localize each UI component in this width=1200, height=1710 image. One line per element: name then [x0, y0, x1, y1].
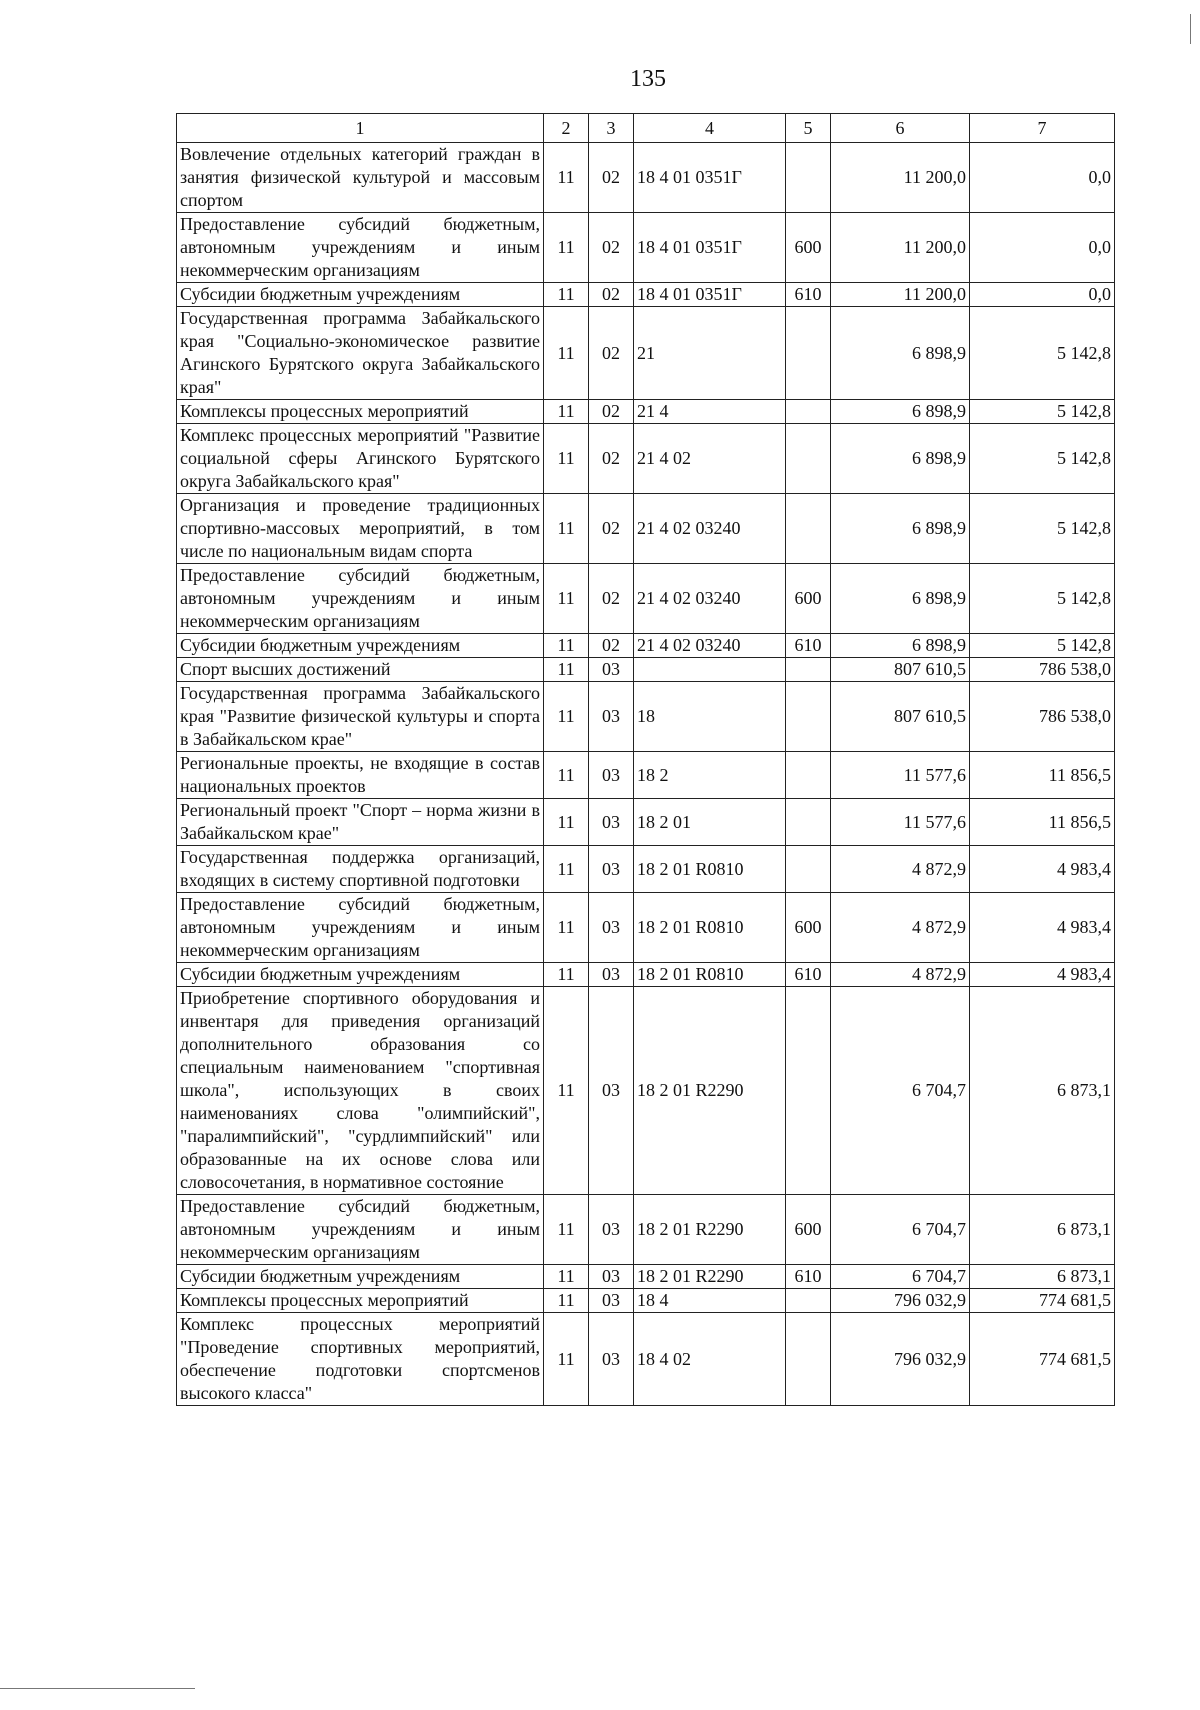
row-target-article: 18 4 [634, 1289, 786, 1313]
row-name: Субсидии бюджетным учреждениям [177, 963, 544, 987]
row-name: Субсидии бюджетным учреждениям [177, 634, 544, 658]
budget-table [176, 113, 1115, 1406]
row-name: Субсидии бюджетным учреждениям [177, 283, 544, 307]
row-subsection: 03 [589, 846, 634, 893]
scan-edge-mark [1190, 14, 1191, 44]
row-amount-year1: 4 872,9 [831, 963, 970, 987]
row-section: 11 [544, 846, 589, 893]
row-target-article: 21 4 02 [634, 424, 786, 494]
row-amount-year1: 796 032,9 [831, 1289, 970, 1313]
row-expense-type [786, 1313, 831, 1406]
row-amount-year2: 6 873,1 [970, 1265, 1115, 1289]
row-amount-year2: 4 983,4 [970, 963, 1115, 987]
row-target-article: 21 4 02 03240 [634, 634, 786, 658]
table-row [177, 564, 1115, 634]
row-amount-year2: 5 142,8 [970, 307, 1115, 400]
row-expense-type: 600 [786, 1195, 831, 1265]
table-row [177, 682, 1115, 752]
row-section: 11 [544, 1195, 589, 1265]
row-subsection: 02 [589, 494, 634, 564]
row-subsection: 03 [589, 658, 634, 682]
row-expense-type [786, 682, 831, 752]
row-subsection: 03 [589, 1265, 634, 1289]
row-amount-year2: 4 983,4 [970, 846, 1115, 893]
row-target-article: 21 4 [634, 400, 786, 424]
row-name: Приобретение спортивного оборудования и инвентаря для приведения организаций дополнительного образования со специальным наименованием "спортивная школа", использующих в своих наименованиях слова "олимпийский", "паралимпийский", "сурдлимпийский" или образованные на их основе слова или словосочетания, в нормативное состояние [177, 987, 544, 1195]
row-subsection: 02 [589, 564, 634, 634]
table-row [177, 1313, 1115, 1406]
row-name: Региональный проект "Спорт – норма жизни в Забайкальском крае" [177, 799, 544, 846]
row-amount-year1: 6 898,9 [831, 307, 970, 400]
row-name: Вовлечение отдельных категорий граждан в занятия физической культурой и массовым спортом [177, 143, 544, 213]
row-subsection: 03 [589, 752, 634, 799]
row-target-article: 18 2 01 R0810 [634, 963, 786, 987]
column-header: 1 [177, 114, 544, 143]
row-amount-year2: 5 142,8 [970, 564, 1115, 634]
row-target-article: 21 4 02 03240 [634, 564, 786, 634]
table-row [177, 846, 1115, 893]
row-section: 11 [544, 143, 589, 213]
column-header: 3 [589, 114, 634, 143]
row-expense-type [786, 143, 831, 213]
row-expense-type: 610 [786, 634, 831, 658]
row-amount-year1: 6 898,9 [831, 400, 970, 424]
row-target-article: 18 4 02 [634, 1313, 786, 1406]
row-subsection: 03 [589, 963, 634, 987]
row-name: Комплекс процессных мероприятий "Развитие социальной сферы Агинского Бурятского округа Забайкальского края" [177, 424, 544, 494]
row-subsection: 03 [589, 799, 634, 846]
row-section: 11 [544, 634, 589, 658]
row-expense-type [786, 752, 831, 799]
row-name: Предоставление субсидий бюджетным, автономным учреждениям и иным некоммерческим организациям [177, 213, 544, 283]
table-row [177, 963, 1115, 987]
row-amount-year1: 11 200,0 [831, 213, 970, 283]
row-subsection: 03 [589, 1313, 634, 1406]
row-expense-type [786, 987, 831, 1195]
row-amount-year1: 11 200,0 [831, 143, 970, 213]
row-subsection: 02 [589, 400, 634, 424]
row-expense-type [786, 307, 831, 400]
table-row [177, 1195, 1115, 1265]
row-amount-year2: 5 142,8 [970, 400, 1115, 424]
row-section: 11 [544, 400, 589, 424]
row-name: Государственная программа Забайкальского края "Социально-экономическое развитие Агинского Бурятского округа Забайкальского края" [177, 307, 544, 400]
table-row [177, 658, 1115, 682]
column-header: 5 [786, 114, 831, 143]
row-expense-type [786, 658, 831, 682]
row-target-article: 18 2 01 R2290 [634, 987, 786, 1195]
row-amount-year2: 774 681,5 [970, 1313, 1115, 1406]
row-amount-year1: 807 610,5 [831, 682, 970, 752]
row-expense-type [786, 400, 831, 424]
row-target-article: 18 2 01 R2290 [634, 1195, 786, 1265]
row-section: 11 [544, 752, 589, 799]
row-subsection: 02 [589, 307, 634, 400]
row-section: 11 [544, 963, 589, 987]
row-target-article: 18 2 01 R0810 [634, 846, 786, 893]
column-header: 6 [831, 114, 970, 143]
row-name: Комплекс процессных мероприятий "Проведение спортивных мероприятий, обеспечение подготовки спортсменов высокого класса" [177, 1313, 544, 1406]
row-amount-year2: 786 538,0 [970, 658, 1115, 682]
row-target-article [634, 658, 786, 682]
row-amount-year2: 0,0 [970, 283, 1115, 307]
row-target-article: 18 [634, 682, 786, 752]
column-header: 4 [634, 114, 786, 143]
row-subsection: 02 [589, 283, 634, 307]
row-subsection: 03 [589, 893, 634, 963]
row-target-article: 21 [634, 307, 786, 400]
row-amount-year1: 6 898,9 [831, 634, 970, 658]
row-amount-year1: 6 898,9 [831, 494, 970, 564]
row-target-article: 21 4 02 03240 [634, 494, 786, 564]
table-row [177, 799, 1115, 846]
table-row [177, 424, 1115, 494]
row-target-article: 18 4 01 0351Г [634, 213, 786, 283]
table-row [177, 283, 1115, 307]
row-section: 11 [544, 307, 589, 400]
row-amount-year2: 6 873,1 [970, 987, 1115, 1195]
row-expense-type: 600 [786, 213, 831, 283]
row-name: Комплексы процессных мероприятий [177, 1289, 544, 1313]
row-name: Государственная программа Забайкальского края "Развитие физической культуры и спорта в Забайкальском крае" [177, 682, 544, 752]
row-subsection: 02 [589, 424, 634, 494]
row-amount-year1: 807 610,5 [831, 658, 970, 682]
table-row [177, 987, 1115, 1195]
row-amount-year1: 6 898,9 [831, 424, 970, 494]
row-expense-type: 610 [786, 283, 831, 307]
table-row [177, 1265, 1115, 1289]
row-amount-year1: 6 704,7 [831, 1195, 970, 1265]
row-section: 11 [544, 987, 589, 1195]
row-amount-year1: 11 577,6 [831, 799, 970, 846]
row-name: Государственная поддержка организаций, входящих в систему спортивной подготовки [177, 846, 544, 893]
row-subsection: 03 [589, 1289, 634, 1313]
row-name: Предоставление субсидий бюджетным, автономным учреждениям и иным некоммерческим организациям [177, 893, 544, 963]
row-expense-type [786, 424, 831, 494]
row-amount-year1: 6 704,7 [831, 987, 970, 1195]
table-row [177, 1289, 1115, 1313]
row-subsection: 02 [589, 634, 634, 658]
row-amount-year2: 4 983,4 [970, 893, 1115, 963]
row-name: Региональные проекты, не входящие в состав национальных проектов [177, 752, 544, 799]
row-subsection: 03 [589, 682, 634, 752]
row-name: Предоставление субсидий бюджетным, автономным учреждениям и иным некоммерческим организациям [177, 1195, 544, 1265]
column-header: 2 [544, 114, 589, 143]
table-row [177, 752, 1115, 799]
row-amount-year1: 6 704,7 [831, 1265, 970, 1289]
header-row [177, 114, 1115, 143]
row-section: 11 [544, 1265, 589, 1289]
table-row [177, 143, 1115, 213]
row-expense-type: 610 [786, 963, 831, 987]
row-subsection: 02 [589, 143, 634, 213]
table-row [177, 634, 1115, 658]
row-name: Спорт высших достижений [177, 658, 544, 682]
row-target-article: 18 2 01 R0810 [634, 893, 786, 963]
row-amount-year2: 5 142,8 [970, 424, 1115, 494]
row-section: 11 [544, 213, 589, 283]
table-body [177, 143, 1115, 1406]
row-subsection: 03 [589, 987, 634, 1195]
row-amount-year1: 4 872,9 [831, 893, 970, 963]
row-expense-type [786, 846, 831, 893]
row-amount-year1: 11 200,0 [831, 283, 970, 307]
row-name: Предоставление субсидий бюджетным, автономным учреждениям и иным некоммерческим организациям [177, 564, 544, 634]
row-section: 11 [544, 424, 589, 494]
row-amount-year2: 786 538,0 [970, 682, 1115, 752]
scan-edge-line [0, 1688, 195, 1689]
row-amount-year2: 5 142,8 [970, 494, 1115, 564]
row-target-article: 18 4 01 0351Г [634, 283, 786, 307]
table-row [177, 494, 1115, 564]
row-target-article: 18 4 01 0351Г [634, 143, 786, 213]
row-amount-year2: 0,0 [970, 143, 1115, 213]
row-section: 11 [544, 799, 589, 846]
row-section: 11 [544, 658, 589, 682]
row-section: 11 [544, 1313, 589, 1406]
row-amount-year2: 11 856,5 [970, 752, 1115, 799]
row-expense-type [786, 494, 831, 564]
table-row [177, 893, 1115, 963]
row-expense-type [786, 1289, 831, 1313]
row-amount-year1: 11 577,6 [831, 752, 970, 799]
row-target-article: 18 2 01 R2290 [634, 1265, 786, 1289]
row-amount-year2: 0,0 [970, 213, 1115, 283]
row-expense-type [786, 799, 831, 846]
page-number: 135 [630, 66, 666, 92]
row-subsection: 03 [589, 1195, 634, 1265]
row-amount-year2: 774 681,5 [970, 1289, 1115, 1313]
row-name: Организация и проведение традиционных спортивно-массовых мероприятий, в том числе по национальным видам спорта [177, 494, 544, 564]
row-amount-year2: 5 142,8 [970, 634, 1115, 658]
column-header: 7 [970, 114, 1115, 143]
row-section: 11 [544, 1289, 589, 1313]
table-row [177, 213, 1115, 283]
row-amount-year2: 6 873,1 [970, 1195, 1115, 1265]
row-section: 11 [544, 283, 589, 307]
row-expense-type: 600 [786, 564, 831, 634]
row-section: 11 [544, 494, 589, 564]
row-target-article: 18 2 01 [634, 799, 786, 846]
row-expense-type: 610 [786, 1265, 831, 1289]
row-target-article: 18 2 [634, 752, 786, 799]
row-subsection: 02 [589, 213, 634, 283]
row-name: Субсидии бюджетным учреждениям [177, 1265, 544, 1289]
row-section: 11 [544, 893, 589, 963]
table-row [177, 400, 1115, 424]
row-amount-year2: 11 856,5 [970, 799, 1115, 846]
row-name: Комплексы процессных мероприятий [177, 400, 544, 424]
row-expense-type: 600 [786, 893, 831, 963]
row-section: 11 [544, 564, 589, 634]
table-row [177, 307, 1115, 400]
row-amount-year1: 4 872,9 [831, 846, 970, 893]
row-section: 11 [544, 682, 589, 752]
row-amount-year1: 796 032,9 [831, 1313, 970, 1406]
row-amount-year1: 6 898,9 [831, 564, 970, 634]
